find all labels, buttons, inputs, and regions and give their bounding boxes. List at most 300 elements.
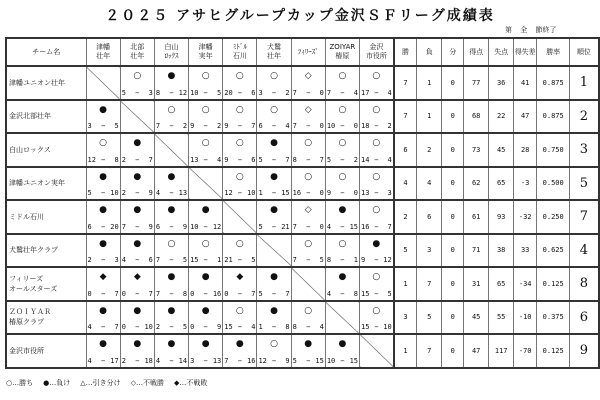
losses: 5 — [417, 301, 442, 335]
result-symbol-icon: ● — [304, 339, 313, 349]
opponent-header: ﾌｨﾘｰｽﾞ — [291, 38, 325, 66]
match-score — [156, 89, 187, 97]
score-dash: − — [340, 289, 345, 298]
score-against: 14 — [178, 356, 188, 365]
match-score — [293, 156, 324, 164]
result-symbol-icon: ● — [99, 238, 108, 249]
result-symbol-icon: ○ — [133, 71, 142, 81]
score-against: 1 — [353, 256, 358, 264]
match-result — [257, 133, 291, 167]
score-against: 10 — [144, 323, 153, 331]
match-result — [291, 100, 325, 134]
score-for: 7 — [155, 289, 161, 298]
points-against: 22 — [489, 100, 514, 134]
score-against: 2 — [217, 122, 222, 130]
match-score — [190, 156, 221, 164]
match-score — [293, 323, 324, 331]
match-score — [156, 323, 187, 331]
match-result — [189, 234, 223, 268]
score-for: 13 — [361, 189, 370, 197]
points-for: 73 — [464, 133, 489, 167]
match-score — [293, 189, 324, 197]
points-for: 47 — [464, 334, 489, 368]
result-symbol-icon: ○ — [304, 138, 313, 148]
stat-header: 負 — [417, 38, 442, 66]
score-dash: − — [271, 356, 277, 365]
score-against: 10 — [247, 189, 256, 197]
match-result — [257, 200, 291, 234]
result-symbol-icon: ○ — [372, 205, 381, 215]
match-score — [327, 256, 358, 264]
legend — [6, 378, 217, 388]
team-name: ＺＯＩＹＡＲ 椿原クラブ — [6, 301, 86, 335]
match-score — [224, 323, 255, 331]
result-symbol-icon: ◆ — [236, 272, 244, 282]
score-dash: − — [340, 356, 345, 365]
score-dash: − — [135, 289, 140, 298]
match-score — [156, 290, 187, 298]
score-for: 7 — [155, 122, 161, 130]
score-dash: − — [169, 256, 174, 264]
match-result — [86, 267, 120, 301]
team-row — [6, 200, 599, 234]
match-result — [360, 167, 394, 201]
match-result — [189, 301, 223, 335]
match-result — [325, 100, 359, 134]
score-for: 1 — [258, 189, 263, 197]
match-score — [224, 89, 255, 97]
team-row — [6, 234, 599, 268]
self-match-cell — [325, 301, 359, 335]
result-symbol-icon: ● — [99, 104, 108, 115]
header-row — [6, 38, 599, 66]
wins: 6 — [394, 133, 417, 167]
match-result — [360, 66, 394, 100]
score-against: 1 — [217, 256, 222, 264]
score-against: 5 — [251, 256, 256, 264]
score-for: 0 — [121, 323, 126, 331]
team-name-header: チーム名 — [6, 38, 86, 66]
match-result — [291, 234, 325, 268]
score-for: 2 — [87, 256, 92, 264]
result-symbol-icon: ● — [99, 305, 108, 316]
score-against: 0 — [319, 222, 324, 231]
score-against: 12 — [212, 222, 222, 231]
score-dash: − — [306, 88, 311, 97]
match-result — [86, 301, 120, 335]
score-dash: − — [135, 256, 140, 264]
score-for: 15 — [224, 323, 233, 331]
legend-item: ◇…不戦勝 — [130, 379, 164, 387]
score-for: 7 — [224, 356, 229, 365]
match-score — [327, 223, 358, 231]
match-score — [327, 122, 358, 130]
score-for: 3 — [258, 88, 263, 97]
result-symbol-icon: ○ — [338, 238, 347, 249]
legend-item: ○…勝ち — [6, 379, 34, 387]
draws: 0 — [442, 200, 464, 234]
match-result — [120, 167, 154, 201]
match-score — [258, 290, 289, 298]
score-for: 5 — [292, 356, 297, 365]
win-rate: 0.875 — [537, 100, 570, 134]
draws: 0 — [442, 100, 464, 134]
match-result — [120, 334, 154, 368]
score-against: 15 — [315, 356, 324, 365]
score-against: 0 — [319, 122, 324, 130]
result-symbol-icon: ○ — [201, 138, 210, 148]
opponent-header: 白山 ﾛｯｸｽ — [154, 38, 188, 66]
team-row — [6, 267, 599, 301]
self-match-cell — [257, 234, 291, 268]
result-symbol-icon: ● — [167, 171, 176, 182]
score-against: 7 — [251, 122, 256, 130]
match-score — [327, 290, 358, 298]
score-against: 12 — [178, 88, 188, 97]
match-result — [86, 200, 120, 234]
match-score — [327, 189, 358, 197]
match-score — [293, 256, 324, 264]
match-result — [325, 167, 359, 201]
match-score — [293, 122, 324, 130]
match-score — [122, 357, 153, 365]
score-against: 16 — [212, 289, 222, 298]
draws: 0 — [442, 334, 464, 368]
opponent-header: 津幡 壮年 — [86, 38, 120, 66]
match-score — [88, 156, 119, 164]
self-match-cell — [291, 267, 325, 301]
points-for: 62 — [464, 167, 489, 201]
score-for: 9 — [361, 256, 366, 264]
point-diff: 41 — [514, 66, 537, 100]
score-against: 21 — [281, 222, 290, 231]
score-for: 7 — [292, 88, 297, 97]
match-result — [325, 133, 359, 167]
score-for: 7 — [326, 88, 332, 97]
score-for: 15 — [190, 256, 199, 264]
match-score — [122, 189, 153, 197]
match-result — [154, 234, 188, 268]
team-name: 金沢市役所 — [6, 334, 86, 368]
match-score — [122, 223, 153, 231]
score-against: 7 — [387, 222, 392, 231]
score-against: 5 — [319, 256, 324, 264]
score-dash: − — [135, 189, 140, 197]
match-result — [360, 100, 394, 134]
match-score — [258, 156, 289, 164]
score-against: 7 — [285, 155, 290, 164]
losses: 1 — [417, 66, 442, 100]
losses: 2 — [417, 133, 442, 167]
result-symbol-icon: ● — [133, 138, 142, 148]
match-score — [122, 89, 153, 97]
result-symbol-icon: ○ — [270, 71, 278, 81]
match-result — [223, 334, 257, 368]
match-score — [361, 290, 392, 298]
match-score — [293, 89, 324, 97]
team-row — [6, 301, 599, 335]
score-dash: − — [135, 222, 140, 231]
team-name: 白山ロックス — [6, 133, 86, 167]
score-for: 8 — [292, 323, 297, 331]
result-symbol-icon: ○ — [235, 238, 244, 249]
score-dash: − — [203, 323, 208, 331]
score-dash: − — [340, 155, 345, 164]
score-for: 4 — [87, 323, 92, 331]
score-dash: − — [203, 155, 208, 164]
team-name: ミドル石川 — [6, 200, 86, 234]
legend-item: ◆…不戦敗 — [174, 379, 208, 387]
score-against: 10 — [383, 323, 392, 331]
match-score — [224, 357, 255, 365]
points-against: 36 — [489, 66, 514, 100]
score-dash: − — [306, 222, 311, 231]
result-symbol-icon: ● — [133, 171, 142, 182]
rank: 9 — [570, 334, 599, 368]
rank: 7 — [570, 200, 599, 234]
win-rate: 0.875 — [537, 66, 570, 100]
stat-header: 失点 — [489, 38, 514, 66]
score-dash: − — [203, 356, 208, 365]
match-result — [86, 334, 120, 368]
match-result — [154, 334, 188, 368]
points-against: 65 — [489, 167, 514, 201]
score-for: 4 — [155, 189, 161, 197]
score-against: 9 — [217, 323, 222, 331]
match-score — [156, 189, 187, 197]
result-symbol-icon: ○ — [372, 71, 381, 81]
match-result — [154, 200, 188, 234]
match-result — [291, 167, 325, 201]
result-symbol-icon: ○ — [304, 305, 313, 316]
rank: 6 — [570, 301, 599, 335]
opponent-header: ﾐﾄﾞﾙ 石川 — [223, 38, 257, 66]
match-score — [88, 223, 119, 231]
match-result — [189, 334, 223, 368]
opponent-header: 犬鷲 壮年 — [257, 38, 291, 66]
match-score — [327, 156, 358, 164]
points-for: 68 — [464, 100, 489, 134]
match-score — [293, 357, 324, 365]
score-against: 2 — [387, 122, 392, 130]
score-for: 5 — [258, 155, 263, 164]
result-symbol-icon: ○ — [201, 104, 210, 115]
score-for: 4 — [87, 356, 92, 365]
score-against: 10 — [110, 189, 119, 197]
match-result — [325, 66, 359, 100]
score-for: 0 — [190, 289, 195, 298]
match-score — [156, 357, 187, 365]
score-for: 10 — [190, 88, 199, 97]
score-against: 15 — [349, 356, 358, 365]
point-diff: 33 — [514, 234, 537, 268]
score-against: 0 — [353, 122, 358, 130]
rank: 1 — [570, 66, 599, 100]
score-dash: − — [100, 356, 106, 365]
match-result — [360, 234, 394, 268]
score-dash: − — [306, 189, 311, 197]
score-for: 14 — [361, 155, 370, 164]
match-result — [291, 133, 325, 167]
result-symbol-icon: ● — [270, 305, 278, 316]
result-symbol-icon: ○ — [372, 104, 381, 115]
match-result — [154, 267, 188, 301]
score-for: 10 — [326, 122, 336, 130]
result-symbol-icon: ● — [201, 272, 210, 282]
score-dash: − — [100, 155, 106, 164]
score-dash: − — [237, 122, 242, 130]
draws: 0 — [442, 301, 464, 335]
wins: 2 — [394, 200, 417, 234]
points-for: 77 — [464, 66, 489, 100]
score-against: 7 — [114, 289, 119, 298]
score-for: 2 — [121, 356, 126, 365]
wins: 1 — [394, 334, 417, 368]
rank: 8 — [570, 267, 599, 301]
points-for: 31 — [464, 267, 489, 301]
score-for: 3 — [87, 122, 92, 130]
result-symbol-icon: ◇ — [304, 104, 312, 115]
match-result — [257, 167, 291, 201]
score-for: 8 — [292, 155, 297, 164]
match-result — [154, 167, 188, 201]
match-result — [223, 133, 257, 167]
win-rate: 0.500 — [537, 167, 570, 201]
score-dash: − — [100, 122, 106, 130]
match-score — [190, 290, 221, 298]
win-rate: 0.125 — [537, 334, 570, 368]
match-score — [258, 357, 289, 365]
result-symbol-icon: ○ — [372, 305, 381, 316]
score-for: 5 — [87, 189, 92, 197]
score-dash: − — [169, 323, 174, 331]
result-symbol-icon: ○ — [235, 71, 244, 81]
losses: 1 — [417, 100, 442, 134]
score-for: 8 — [326, 256, 332, 264]
result-symbol-icon: ○ — [338, 138, 347, 148]
result-symbol-icon: ● — [270, 171, 278, 182]
score-for: 21 — [224, 256, 233, 264]
score-dash: − — [135, 356, 140, 365]
score-against: 18 — [144, 356, 153, 365]
score-dash: − — [271, 222, 277, 231]
points-against: 117 — [489, 334, 514, 368]
score-against: 8 — [353, 289, 358, 298]
match-score — [258, 223, 289, 231]
score-dash: − — [374, 289, 379, 298]
score-dash: − — [340, 222, 345, 231]
self-match-cell — [120, 100, 154, 134]
point-diff: -34 — [514, 267, 537, 301]
points-against: 65 — [489, 267, 514, 301]
score-for: 10 — [190, 222, 199, 231]
score-against: 3 — [148, 88, 153, 97]
wins: 4 — [394, 167, 417, 201]
score-dash: − — [169, 88, 174, 97]
result-symbol-icon: ● — [133, 238, 142, 249]
point-diff: -70 — [514, 334, 537, 368]
match-score — [190, 256, 221, 264]
win-rate: 0.375 — [537, 301, 570, 335]
result-symbol-icon: ◇ — [304, 71, 312, 81]
score-dash: − — [237, 323, 242, 331]
team-name: フィリーズ オールスターズ — [6, 267, 86, 301]
win-rate: 0.625 — [537, 234, 570, 268]
match-result — [223, 66, 257, 100]
score-for: 1 — [258, 323, 263, 331]
match-score — [122, 156, 153, 164]
score-dash: − — [306, 155, 311, 164]
score-dash: − — [374, 256, 379, 264]
score-against: 9 — [148, 189, 153, 197]
result-symbol-icon: ● — [201, 305, 210, 316]
result-symbol-icon: ○ — [304, 238, 313, 249]
match-result — [291, 200, 325, 234]
result-symbol-icon: ● — [167, 205, 176, 215]
match-score — [258, 323, 289, 331]
match-result — [189, 267, 223, 301]
score-for: 9 — [224, 122, 229, 130]
result-symbol-icon: ● — [99, 205, 108, 215]
match-result — [223, 167, 257, 201]
result-symbol-icon: ○ — [201, 238, 210, 249]
match-score — [361, 256, 392, 264]
points-against: 93 — [489, 200, 514, 234]
match-result — [360, 301, 394, 335]
score-dash: − — [271, 323, 277, 331]
score-dash: − — [374, 88, 379, 97]
score-against: 7 — [285, 289, 290, 298]
match-result — [257, 301, 291, 335]
score-for: 20 — [224, 88, 233, 97]
result-symbol-icon: ● — [167, 339, 176, 349]
score-dash: − — [237, 289, 242, 298]
match-score — [258, 189, 289, 197]
result-symbol-icon: ● — [235, 339, 244, 349]
match-result — [223, 100, 257, 134]
draws: 0 — [442, 167, 464, 201]
match-score — [361, 223, 392, 231]
opponent-header: ZOIYAR 椿原 — [325, 38, 359, 66]
match-score — [224, 256, 255, 264]
result-symbol-icon: ○ — [270, 339, 278, 349]
match-score — [88, 357, 119, 365]
result-symbol-icon: ● — [99, 339, 108, 349]
score-dash: − — [374, 122, 379, 130]
score-dash: − — [100, 289, 106, 298]
score-dash: − — [203, 222, 208, 231]
score-against: 4 — [353, 88, 358, 97]
match-result — [291, 301, 325, 335]
result-symbol-icon: ○ — [201, 71, 210, 81]
result-symbol-icon: ◇ — [304, 205, 312, 215]
match-result — [360, 267, 394, 301]
draws: 0 — [442, 267, 464, 301]
result-symbol-icon: ○ — [235, 104, 244, 115]
result-symbol-icon: ○ — [338, 71, 347, 81]
match-score — [361, 189, 392, 197]
point-diff: 28 — [514, 133, 537, 167]
losses: 6 — [417, 200, 442, 234]
losses: 7 — [417, 334, 442, 368]
result-symbol-icon: ● — [338, 205, 347, 215]
team-row — [6, 66, 599, 100]
score-for: 6 — [87, 222, 92, 231]
score-dash: − — [100, 189, 106, 197]
match-score — [224, 290, 255, 298]
score-dash: − — [340, 88, 345, 97]
result-symbol-icon: ○ — [304, 171, 313, 182]
